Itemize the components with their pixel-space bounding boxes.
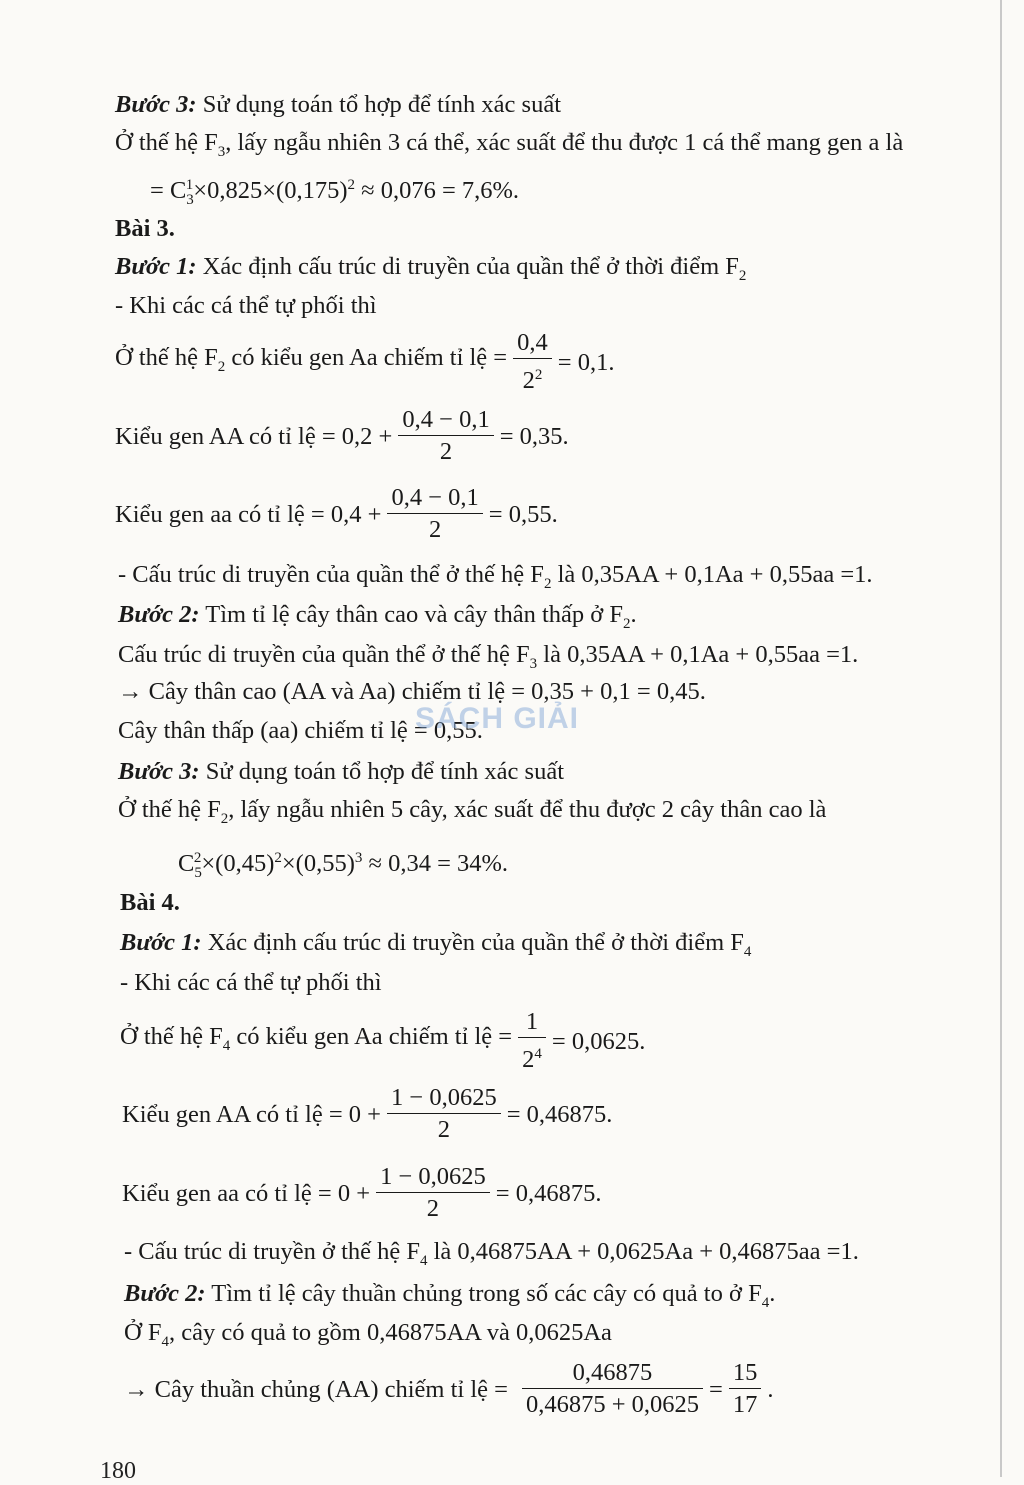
step2-heading: Bước 2: Tìm tỉ lệ cây thuần chủng trong số các cây có quả to ở $F_4$. [124,1280,776,1311]
text-line: Ở thế hệ $F_2$, lấy ngẫu nhiên 5 cây, xác suất để thu được 2 cây thân cao là [118,796,827,827]
page-number: 180 [100,1458,136,1484]
section-heading: Bài 4. [120,889,180,916]
watermark: SÁCH GIẢI [415,702,580,735]
text-line: Ở thế hệ $F_3$, lấy ngẫu nhiên 3 cá thể, xác suất để thu được 1 cá thể mang gen a là [115,129,904,160]
formula-line: Kiểu gen AA có tỉ lệ = 0 + $\frac{1 - 0,0625}{2}$ = 0,46875. [122,1083,612,1146]
fraction: $\frac{15}{17}$ [729,1358,762,1421]
section-heading: Bài 3. [115,215,175,242]
formula-line: Kiểu gen AA có tỉ lệ = 0,2 + $\frac{0,4 - 0,1}{2}$ = 0,35. [115,405,569,468]
fraction: $\frac{0,4}{2^2}$ [513,328,552,397]
text-line: - Cấu trúc di truyền ở thế hệ $F_4$ là 0,46875AA + 0,0625Aa + 0,46875aa =1. [124,1238,859,1269]
fraction: $\frac{1 - 0,0625}{2}$ [376,1162,490,1225]
fraction: $\frac{0,46875}{0,46875 + 0,0625}$ [522,1358,703,1421]
step-label: Bước 3: [115,91,197,118]
formula-line: Ở thế hệ $F_4$ có kiểu gen Aa chiếm tỉ lệ = $\frac{1}{2^4}$ = 0,0625. [120,1007,645,1076]
text-line: Cây thân thấp (aa) chiếm tỉ lệ = 0,55. [118,717,483,744]
text-line: Cấu trúc di truyền của quần thể ở thế hệ $F_3$ là 0,35AA + 0,1Aa + 0,55aa =1. [118,641,859,672]
page-edge [1000,0,1002,1477]
text-line: - Cấu trúc di truyền của quần thể ở thế hệ $F_2$ là 0,35AA + 0,1Aa + 0,55aa =1. [118,561,873,592]
formula-line: = $C_3^1\times 0,825\times(0,175)^2 \approx 0,076 = 7,6\%$. [150,177,520,209]
step3-heading: Bước 3: Sử dụng toán tổ hợp để tính xác suất [118,758,565,785]
formula-line: Kiểu gen aa có tỉ lệ = 0 + $\frac{1 - 0,0625}{2}$ = 0,46875. [122,1162,601,1225]
fraction: $\frac{0,4 - 0,1}{2}$ [387,483,482,546]
step1-heading: Bước 1: Xác định cấu trúc di truyền của quần thể ở thời điểm $F_4$ [120,929,752,960]
fraction: $\frac{0,4 - 0,1}{2}$ [398,405,493,468]
text-line: - Khi các cá thể tự phối thì [115,292,377,319]
formula-line: → Cây thuần chủng (AA) chiếm tỉ lệ = $\frac{0,46875}{0,46875 + 0,0625}$ = $\frac{15}{17}$ . [124,1358,773,1421]
step2-heading: Bước 2: Tìm tỉ lệ cây thân cao và cây thân thấp ở $F_2$. [118,601,637,632]
text-line: Ở $F_4$, cây có quả to gồm 0,46875AA và 0,0625Aa [124,1319,612,1350]
fraction: $\frac{1}{2^4}$ [518,1007,546,1076]
formula-line: $C_5^2\times(0,45)^2\times(0,55)^3 \approx 0,34 = 34\%$. [178,850,509,882]
text-line: - Khi các cá thể tự phối thì [120,969,382,996]
step1-heading: Bước 1: Xác định cấu trúc di truyền của quần thể ở thời điểm $F_2$ [115,253,747,284]
formula-line: Ở thế hệ $F_2$ có kiểu gen Aa chiếm tỉ lệ = $\frac{0,4}{2^2}$ = 0,1. [115,328,614,397]
fraction: $\frac{1 - 0,0625}{2}$ [387,1083,501,1146]
step3-heading: Bước 3: Sử dụng toán tổ hợp để tính xác suất [115,91,562,118]
text-line: → Cây thân cao (AA và Aa) chiếm tỉ lệ = 0,35 + 0,1 = 0,45. [118,678,706,705]
formula-line: Kiểu gen aa có tỉ lệ = 0,4 + $\frac{0,4 - 0,1}{2}$ = 0,55. [115,483,558,546]
